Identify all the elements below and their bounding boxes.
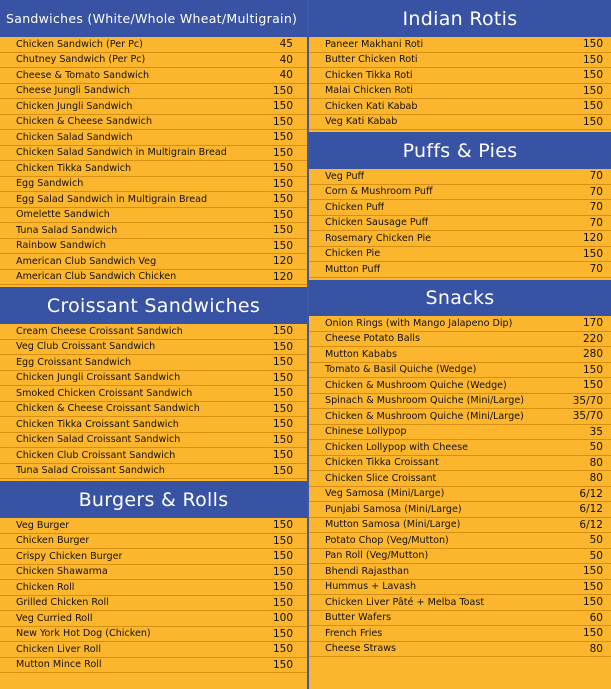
menu-item [0,534,307,550]
item-price: 150 [582,84,603,97]
item-name: Rainbow Sandwich [16,240,106,252]
item-price: 150 [272,643,293,656]
item-name: Grilled Chicken Roll [16,597,109,609]
item-name: Chicken Kati Kabab [325,100,418,112]
menu-item [309,549,611,565]
item-price: 150 [582,379,603,392]
section-header-snacks [309,280,611,316]
item-price: 150 [272,464,293,477]
menu-item [0,223,307,239]
item-price: 150 [272,581,293,594]
item-name: Chicken Jungli Croissant Sandwich [16,372,181,384]
section-title: Burgers & Rolls [78,488,229,511]
item-price: 150 [272,131,293,144]
menu-item [0,464,307,480]
item-name: Egg Croissant Sandwich [16,356,132,368]
menu-item [309,216,611,232]
item-name: Chicken Pie [325,248,381,260]
item-price: 150 [272,596,293,609]
menu-item [0,254,307,270]
item-name: Cheese & Tomato Sandwich [16,69,150,81]
menu-item [309,595,611,611]
menu-item [309,316,611,332]
menu-item [0,565,307,581]
menu-item [0,208,307,224]
item-price: 170 [582,317,603,330]
menu-item [309,440,611,456]
menu-item [0,658,307,674]
item-name: Cheese Jungli Sandwich [16,85,131,97]
sandwiches-list [0,37,307,285]
item-name: Mutton Samosa (Mini/Large) [325,519,461,531]
item-price: 150 [272,162,293,175]
menu-item [309,409,611,425]
menu-item [0,53,307,69]
item-name: Chicken Tikka Croissant [325,457,439,469]
item-price: 150 [582,115,603,128]
item-name: Chicken Tikka Croissant Sandwich [16,418,179,430]
item-name: Chicken Tikka Sandwich [16,162,132,174]
item-name: Chicken Salad Sandwich in Multigrain Bread [16,147,227,159]
item-name: Pan Roll (Veg/Mutton) [325,550,429,562]
menu-item [0,161,307,177]
item-price: 80 [589,472,603,485]
menu-item [309,533,611,549]
item-price: 150 [272,356,293,369]
item-price: 150 [272,177,293,190]
item-name: Chicken Liver Pâté + Melba Toast [325,596,485,608]
item-price: 40 [279,53,293,66]
item-name: Cheese Straws [325,643,397,655]
item-name: American Club Sandwich Veg [16,255,157,267]
menu-item [309,169,611,185]
section-header-burgers [0,481,307,518]
item-price: 150 [582,580,603,593]
item-name: Chicken & Cheese Sandwich [16,116,153,128]
puffs-list [309,169,611,278]
menu-item [0,549,307,565]
item-price: 150 [582,38,603,51]
item-name: Tomato & Basil Quiche (Wedge) [325,364,477,376]
menu-item [0,518,307,534]
menu-item [0,611,307,627]
item-price: 150 [582,596,603,609]
menu-item [0,99,307,115]
item-price: 150 [272,239,293,252]
item-name: Chicken Sandwich (Per Pc) [16,38,143,50]
menu-item [309,456,611,472]
item-name: Chutney Sandwich (Per Pc) [16,54,146,66]
item-price: 60 [589,611,603,624]
item-price: 150 [272,534,293,547]
item-price: 6/12 [579,503,603,516]
menu-item [309,231,611,247]
menu-item [309,115,611,131]
item-price: 50 [589,441,603,454]
menu-item [309,626,611,642]
section-title: Croissant Sandwiches [46,294,261,317]
item-name: Potato Chop (Veg/Mutton) [325,534,449,546]
menu-item [309,580,611,596]
item-name: Chicken Liver Roll [16,643,101,655]
menu-item [309,200,611,216]
item-price: 150 [272,519,293,532]
item-price: 150 [272,325,293,338]
menu-item [0,115,307,131]
item-name: Mutton Puff [325,263,381,275]
item-price: 150 [272,387,293,400]
menu-item [309,487,611,503]
item-name: Mutton Mince Roll [16,659,102,671]
menu-item [0,417,307,433]
menu-item [309,363,611,379]
menu-item [309,53,611,69]
item-price: 150 [582,100,603,113]
item-price: 70 [589,263,603,276]
item-name: Veg Puff [325,170,365,182]
snacks-list [309,316,611,657]
menu-item [309,332,611,348]
item-name: Chicken Slice Croissant [325,472,437,484]
menu-item [309,68,611,84]
menu-item [0,596,307,612]
item-name: Egg Sandwich [16,178,84,190]
item-price: 150 [272,100,293,113]
section-header-croissant [0,287,307,324]
rotis-list [309,37,611,130]
menu-item [0,37,307,53]
item-price: 150 [272,627,293,640]
item-price: 150 [272,193,293,206]
item-price: 80 [589,642,603,655]
menu-item [0,68,307,84]
item-price: 150 [272,371,293,384]
item-name: Veg Samosa (Mini/Large) [325,488,445,500]
menu-item [309,611,611,627]
menu-item [0,84,307,100]
item-name: Rosemary Chicken Pie [325,232,432,244]
item-name: Spinach & Mushroom Quiche (Mini/Large) [325,395,525,407]
section-header-sandwiches [0,0,307,37]
item-price: 150 [272,550,293,563]
menu-item [0,146,307,162]
item-name: Tuna Salad Sandwich [16,224,118,236]
menu-item [0,627,307,643]
item-name: Paneer Makhani Roti [325,38,424,50]
menu-item [309,394,611,410]
menu-item [0,340,307,356]
menu-item [309,262,611,278]
section-header-puffs [309,132,611,169]
item-price: 35 [589,425,603,438]
menu-item [0,324,307,340]
item-name: Corn & Mushroom Puff [325,186,433,198]
menu-item [0,448,307,464]
item-price: 70 [589,216,603,229]
right-column [309,0,611,689]
item-price: 150 [272,449,293,462]
item-name: Mutton Kababs [325,348,397,360]
section-header-rotis [309,0,611,37]
item-price: 150 [582,53,603,66]
item-price: 150 [272,565,293,578]
burgers-list [0,518,307,673]
item-price: 150 [272,340,293,353]
item-name: Cream Cheese Croissant Sandwich [16,325,183,337]
item-name: Hummus + Lavash [325,581,417,593]
item-price: 120 [272,270,293,283]
menu-item [0,270,307,286]
item-name: Egg Salad Sandwich in Multigrain Bread [16,193,208,205]
item-name: Chicken Puff [325,201,385,213]
item-name: Chicken & Mushroom Quiche (Wedge) [325,379,507,391]
menu-item [0,371,307,387]
menu-item [0,433,307,449]
menu-item [309,642,611,658]
item-price: 150 [582,565,603,578]
item-price: 150 [272,418,293,431]
menu-item [309,425,611,441]
item-price: 35/70 [572,410,603,423]
item-price: 150 [272,433,293,446]
menu-item [309,502,611,518]
item-price: 70 [589,170,603,183]
item-name: Chicken Tikka Roti [325,69,413,81]
section-title: Snacks [425,287,495,309]
item-name: Chicken Jungli Sandwich [16,100,133,112]
item-price: 150 [582,247,603,260]
item-name: Cheese Potato Balls [325,333,420,345]
item-name: Chicken Shawarma [16,566,108,578]
section-title: Sandwiches (White/Whole Wheat/Multigrain) [6,11,298,26]
item-price: 50 [589,534,603,547]
item-name: Chicken Roll [16,581,75,593]
item-name: Chicken Burger [16,535,90,547]
menu-item [0,177,307,193]
item-price: 70 [589,201,603,214]
item-name: Veg Burger [16,519,70,531]
item-price: 6/12 [579,487,603,500]
menu-item [0,402,307,418]
item-name: Veg Kati Kabab [325,116,398,128]
item-name: Omelette Sandwich [16,209,110,221]
menu-item [0,642,307,658]
item-price: 50 [589,549,603,562]
menu-item [309,185,611,201]
item-name: Chinese Lollypop [325,426,407,438]
item-name: French Fries [325,627,383,639]
item-price: 150 [582,363,603,376]
menu-item [309,247,611,263]
section-title: Indian Rotis [402,7,518,30]
item-price: 70 [589,185,603,198]
menu-item [0,580,307,596]
item-name: Chicken & Cheese Croissant Sandwich [16,403,200,415]
item-price: 120 [582,232,603,245]
menu-item [0,355,307,371]
item-name: Chicken & Mushroom Quiche (Mini/Large) [325,410,524,422]
menu-item [0,239,307,255]
item-name: Veg Curried Roll [16,612,93,624]
item-price: 150 [272,402,293,415]
item-name: New York Hot Dog (Chicken) [16,628,151,640]
section-title: Puffs & Pies [402,139,518,162]
item-name: Butter Chicken Roti [325,54,418,66]
item-name: Chicken Salad Croissant Sandwich [16,434,181,446]
item-price: 150 [582,69,603,82]
item-name: Butter Wafers [325,612,392,624]
item-price: 6/12 [579,518,603,531]
item-price: 120 [272,255,293,268]
item-name: Chicken Club Croissant Sandwich [16,449,176,461]
item-name: Chicken Sausage Puff [325,217,429,229]
item-price: 150 [272,115,293,128]
item-name: Chicken Lollypop with Cheese [325,441,469,453]
item-name: Tuna Salad Croissant Sandwich [16,465,165,477]
item-name: Crispy Chicken Burger [16,550,123,562]
item-price: 150 [272,208,293,221]
item-price: 40 [279,69,293,82]
item-price: 150 [272,224,293,237]
menu-item [309,518,611,534]
item-name: Onion Rings (with Mango Jalapeno Dip) [325,317,513,329]
menu-item [309,471,611,487]
item-name: Bhendi Rajasthan [325,565,410,577]
menu-item [309,564,611,580]
item-name: Veg Club Croissant Sandwich [16,341,156,353]
menu-item [309,378,611,394]
item-name: Chicken Salad Sandwich [16,131,133,143]
item-name: Punjabi Samosa (Mini/Large) [325,503,462,515]
item-name: Smoked Chicken Croissant Sandwich [16,387,193,399]
item-price: 150 [272,146,293,159]
item-price: 100 [272,612,293,625]
croissant-list [0,324,307,479]
menu-item [0,130,307,146]
menu-item [0,192,307,208]
menu-item [309,99,611,115]
item-price: 220 [582,332,603,345]
item-name: American Club Sandwich Chicken [16,271,177,283]
item-price: 80 [589,456,603,469]
item-price: 45 [279,38,293,51]
menu-item [0,386,307,402]
item-price: 35/70 [572,394,603,407]
item-price: 280 [582,348,603,361]
item-price: 150 [272,658,293,671]
menu-item [309,347,611,363]
menu-item [309,84,611,100]
item-price: 150 [272,84,293,97]
item-price: 150 [582,627,603,640]
item-name: Malai Chicken Roti [325,85,413,97]
menu-item [309,37,611,53]
